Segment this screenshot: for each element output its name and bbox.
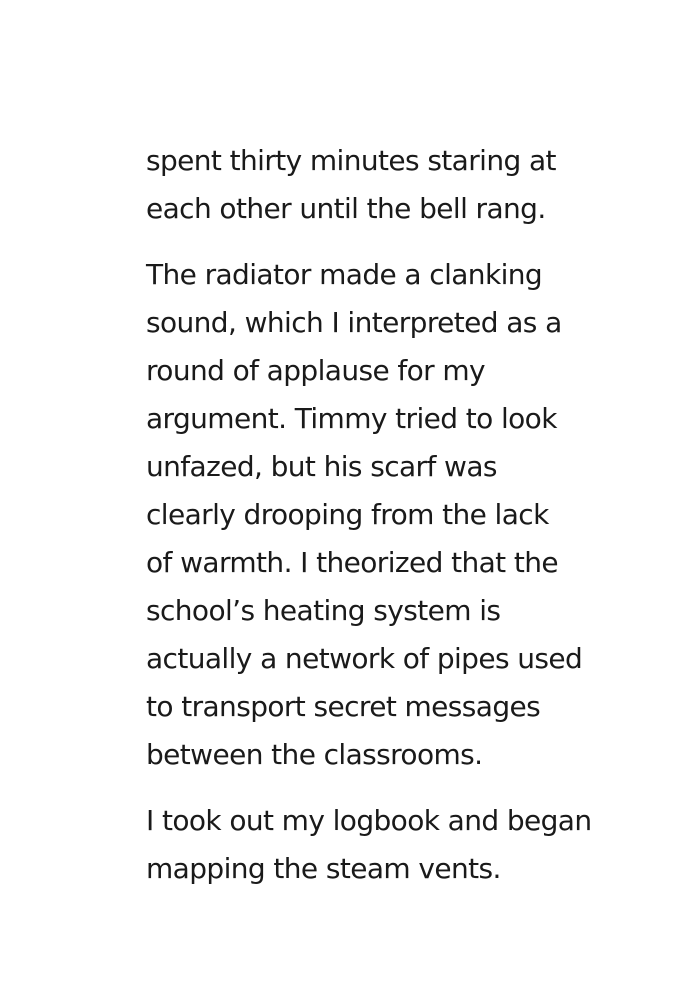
text-line: sound, which I interpreted as a [146,306,562,339]
text-line: spent thirty minutes staring at [146,144,556,177]
story-text [146,137,592,893]
text-line: I took out my logbook and began [146,804,592,837]
paragraph-3 [146,797,592,893]
text-line: actually a network of pipes used [146,642,583,675]
text-line: clearly drooping from the lack [146,498,549,531]
paragraph-2 [146,251,583,779]
text-line: to transport secret messages [146,690,541,723]
text-line: each other until the bell rang. [146,192,546,225]
text-line: unfazed, but his scarf was [146,450,497,483]
text-line: mapping the steam vents. [146,852,501,885]
text-line: The radiator made a clanking [146,258,543,291]
text-line: of warmth. I theorized that the [146,546,559,579]
text-line: argument. Timmy tried to look [146,402,557,435]
text-line: between the classrooms. [146,738,483,771]
paragraph-1 [146,137,556,233]
text-line: school’s heating system is [146,594,501,627]
text-line: round of applause for my [146,354,486,387]
